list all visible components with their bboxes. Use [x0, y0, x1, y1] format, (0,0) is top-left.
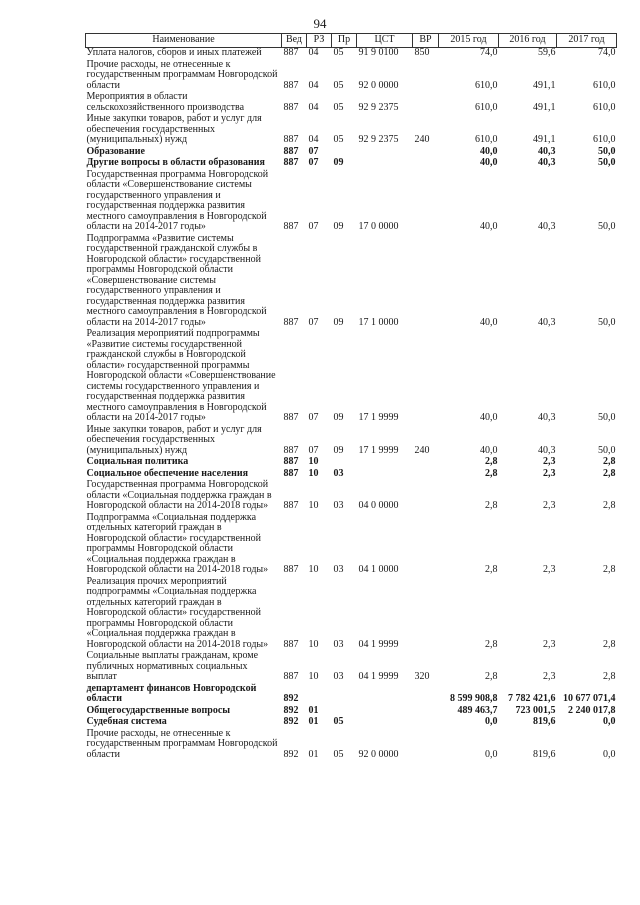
row-cst [357, 158, 413, 170]
row-value-2015: 40,0 [480, 412, 498, 423]
row-rz: 01 [308, 748, 319, 760]
row-value-2016: 2,3 [543, 638, 556, 650]
row-pr: 05 [333, 716, 344, 727]
row-cst: 17 1 9999 [358, 412, 399, 423]
row-value-2015: 0,0 [485, 748, 498, 760]
row-value-2017: 50,0 [598, 444, 616, 456]
row-pr: 03 [333, 671, 344, 682]
row-ved: 887 [283, 671, 299, 682]
row-ved: 887 [283, 145, 299, 157]
row-cst: 04 0 0000 [358, 500, 399, 511]
row-value-2015: 74,0 [480, 47, 498, 58]
row-ved: 892 [283, 716, 299, 727]
row-value-2016: 491,1 [533, 101, 556, 113]
row-vr [413, 457, 439, 469]
table-row [86, 457, 617, 469]
row-vr [413, 513, 439, 577]
header-year-2015: 2015 год [439, 34, 499, 48]
table-row [86, 480, 617, 513]
row-cst: 92 9 2375 [358, 134, 399, 145]
row-value-2016: 2,3 [543, 456, 556, 467]
row-rz: 01 [308, 704, 319, 716]
row-pr: 09 [333, 412, 344, 423]
row-name: Иные закупки товаров, работ и услуг для обеспечения государственных (муниципальных) нужд [86, 423, 262, 456]
row-name: Общегосударственные вопросы [86, 704, 231, 716]
row-pr: 05 [333, 134, 344, 145]
row-pr: 09 [333, 221, 344, 232]
row-cst [357, 684, 413, 706]
row-vr [413, 706, 439, 718]
table-row [86, 158, 617, 170]
row-value-2016: 59,6 [538, 47, 556, 58]
row-cst [357, 469, 413, 481]
row-vr [413, 329, 439, 425]
row-value-2016: 40,3 [538, 316, 556, 328]
row-value-2017: 50,0 [598, 221, 616, 232]
table-row [86, 170, 617, 234]
table-body [86, 48, 617, 762]
row-value-2015: 40,0 [480, 316, 498, 328]
row-name: Судебная система [86, 716, 167, 727]
row-ved: 887 [283, 157, 299, 168]
row-value-2017: 50,0 [598, 412, 616, 423]
row-cst: 92 0 0000 [358, 79, 399, 91]
row-name: Прочие расходы, не отнесенные к государственным программам Новгородской области [86, 58, 278, 91]
table-row [86, 329, 617, 425]
row-value-2017: 10 677 071,4 [563, 693, 616, 704]
row-name: Образование [86, 145, 145, 157]
row-rz: 10 [308, 671, 319, 682]
row-value-2015: 610,0 [475, 101, 498, 113]
row-ved: 887 [283, 467, 299, 479]
row-pr: 05 [333, 79, 344, 91]
row-ved: 892 [283, 704, 299, 716]
row-cst: 91 9 0100 [358, 47, 399, 58]
row-name: Уплата налогов, сборов и иных платежей [86, 47, 262, 58]
row-cst: 04 1 9999 [358, 638, 399, 650]
row-value-2015: 40,0 [480, 221, 498, 232]
row-name: Реализация прочих мероприятий подпрограммы «Социальная поддержка отдельных категорий граждан в Новгородской области» государственной программы Новгородской области «Социальная поддержка граждан в Новгородской области на 2014-2018 годы» [86, 575, 269, 650]
row-vr [413, 170, 439, 234]
row-pr: 09 [333, 157, 344, 168]
row-value-2017: 0,0 [603, 748, 616, 760]
row-value-2017: 2,8 [603, 564, 616, 575]
row-pr: 03 [333, 638, 344, 650]
row-ved: 887 [283, 412, 299, 423]
row-value-2015: 2,8 [485, 564, 498, 575]
row-cst [357, 457, 413, 469]
row-cst: 92 9 2375 [358, 101, 399, 113]
row-value-2016: 40,3 [538, 221, 556, 232]
row-name: Социальные выплаты гражданам, кроме публичных нормативных социальных выплат [86, 650, 259, 682]
row-value-2015: 2,8 [485, 638, 498, 650]
row-rz: 10 [308, 456, 319, 467]
table-row [86, 60, 617, 93]
row-value-2016: 2,3 [543, 564, 556, 575]
row-cst [357, 717, 413, 729]
row-vr [413, 577, 439, 652]
row-cst: 17 1 0000 [358, 316, 399, 328]
row-vr: 320 [414, 671, 430, 682]
row-value-2015: 610,0 [475, 79, 498, 91]
row-value-2017: 610,0 [593, 101, 616, 113]
row-pr [332, 457, 357, 469]
row-rz: 04 [308, 101, 319, 113]
header-name: Наименование [86, 34, 282, 48]
row-value-2017: 50,0 [598, 145, 616, 157]
row-rz: 07 [308, 157, 319, 168]
row-pr: 05 [333, 748, 344, 760]
row-value-2015: 2,8 [485, 456, 498, 467]
row-rz: 07 [308, 444, 319, 456]
row-ved: 887 [283, 101, 299, 113]
row-vr [413, 158, 439, 170]
row-pr: 09 [333, 316, 344, 328]
row-vr [413, 480, 439, 513]
row-rz: 01 [308, 716, 319, 727]
row-name: Мероприятия в области сельскохозяйственного производства [86, 91, 245, 113]
row-name: департамент финансов Новгородской области [86, 682, 257, 704]
row-value-2015: 40,0 [480, 145, 498, 157]
row-pr: 03 [333, 500, 344, 511]
row-value-2016: 2,3 [543, 500, 556, 511]
row-vr [413, 147, 439, 159]
row-vr [413, 60, 439, 93]
row-value-2015: 40,0 [480, 444, 498, 456]
row-name: Иные закупки товаров, работ и услуг для обеспечения государственных (муниципальных) нужд [86, 113, 262, 145]
row-value-2016: 2,3 [543, 671, 556, 682]
row-vr [413, 684, 439, 706]
row-rz: 07 [308, 316, 319, 328]
row-cst [357, 706, 413, 718]
row-value-2016: 40,3 [538, 444, 556, 456]
row-cst: 04 1 9999 [358, 671, 399, 682]
row-value-2017: 610,0 [593, 79, 616, 91]
row-cst: 17 0 0000 [358, 221, 399, 232]
table-row [86, 729, 617, 762]
row-value-2016: 40,3 [538, 412, 556, 423]
row-rz: 10 [308, 500, 319, 511]
row-ved: 887 [283, 456, 299, 467]
row-value-2015: 8 599 908,8 [450, 693, 498, 704]
row-vr [413, 234, 439, 330]
row-cst: 17 1 9999 [358, 444, 399, 456]
header-vr: ВР [413, 34, 439, 48]
row-value-2017: 610,0 [593, 134, 616, 145]
row-name: Государственная программа Новгородской области «Социальная поддержка граждан в Новгородской области на 2014-2018 годы» [86, 479, 272, 511]
row-value-2017: 74,0 [598, 47, 616, 58]
row-rz: 07 [308, 145, 319, 157]
row-rz: 04 [308, 134, 319, 145]
row-value-2017: 0,0 [603, 716, 616, 727]
table-row [86, 651, 617, 684]
row-ved: 887 [283, 47, 299, 58]
row-name: Подпрограмма «Развитие системы государственной гражданской службы в Новгородской области» государственной программы Новгородской области «Совершенствование системы государственного управления и государственная поддержка развития местного самоуправления в Новгородской области на 2014-2017 годы» [86, 232, 267, 328]
row-value-2016: 819,6 [533, 748, 556, 760]
row-rz: 07 [308, 412, 319, 423]
row-vr: 240 [414, 134, 430, 145]
row-value-2017: 2,8 [603, 456, 616, 467]
row-value-2017: 50,0 [598, 316, 616, 328]
row-ved: 887 [283, 221, 299, 232]
row-value-2016: 819,6 [533, 716, 556, 727]
row-ved: 887 [283, 564, 299, 575]
row-pr: 03 [333, 564, 344, 575]
row-ved: 887 [283, 316, 299, 328]
row-rz: 04 [308, 79, 319, 91]
header-year-2016: 2016 год [499, 34, 557, 48]
row-name: Социальная политика [86, 456, 189, 467]
row-value-2017: 2,8 [603, 500, 616, 511]
row-rz: 10 [308, 638, 319, 650]
row-ved: 887 [283, 638, 299, 650]
row-value-2016: 491,1 [533, 134, 556, 145]
row-pr: 09 [333, 444, 344, 456]
row-value-2015: 489 463,7 [457, 704, 498, 716]
row-cst: 92 0 0000 [358, 748, 399, 760]
row-pr: 05 [333, 101, 344, 113]
row-vr [413, 717, 439, 729]
table-row [86, 684, 617, 706]
row-value-2015: 610,0 [475, 134, 498, 145]
table-header-row [86, 34, 617, 48]
row-cst: 04 1 0000 [358, 564, 399, 575]
header-pr: Пр [332, 34, 357, 48]
row-value-2017: 2,8 [603, 467, 616, 479]
row-name: Социальное обеспечение населения [86, 467, 249, 479]
row-rz [307, 684, 332, 706]
row-value-2016: 723 001,5 [515, 704, 556, 716]
row-ved: 892 [283, 693, 299, 704]
row-rz: 07 [308, 221, 319, 232]
row-cst [357, 147, 413, 159]
row-value-2016: 491,1 [533, 79, 556, 91]
row-name: Другие вопросы в области образования [86, 157, 265, 168]
table-row [86, 114, 617, 147]
row-vr [413, 92, 439, 114]
table-row [86, 234, 617, 330]
row-value-2016: 2,3 [543, 467, 556, 479]
table-row [86, 92, 617, 114]
header-rz: РЗ [307, 34, 332, 48]
page-number: 94 [313, 16, 327, 31]
table-row [86, 577, 617, 652]
row-vr [413, 729, 439, 762]
row-pr: 03 [333, 467, 344, 479]
row-rz: 04 [308, 47, 319, 58]
row-name: Прочие расходы, не отнесенные к государственным программам Новгородской области [86, 727, 278, 760]
row-value-2016: 7 782 421,6 [508, 693, 556, 704]
table-row [86, 48, 617, 60]
row-name: Реализация мероприятий подпрограммы «Развитие системы государственной гражданской службы в Новгородской области» государственной программы Новгородской области «Совершенствование системы государственного управления и государственная поддержка развития местного самоуправления в Новгородской области на 2014-2017 годы» [86, 328, 276, 423]
row-ved: 887 [283, 134, 299, 145]
row-value-2015: 2,8 [485, 671, 498, 682]
row-rz: 10 [308, 564, 319, 575]
row-value-2015: 0,0 [485, 716, 498, 727]
row-value-2015: 40,0 [480, 157, 498, 168]
row-value-2017: 50,0 [598, 157, 616, 168]
row-name: Государственная программа Новгородской области «Совершенствование системы государственного управления и государственная поддержка развития местного самоуправления в Новгородской области на 2014-2017 годы» [86, 168, 269, 232]
row-value-2015: 2,8 [485, 467, 498, 479]
row-name: Подпрограмма «Социальная поддержка отдельных категорий граждан в Новгородской области» государственной программы Новгородской области «Социальная поддержка граждан в Новгородской области на 2014-2018 годы» [86, 511, 269, 575]
header-ved: Вед [282, 34, 307, 48]
row-pr [332, 684, 357, 706]
row-value-2017: 2,8 [603, 671, 616, 682]
table-row [86, 717, 617, 729]
row-ved: 892 [283, 748, 299, 760]
row-ved: 887 [283, 79, 299, 91]
row-value-2016: 40,3 [538, 145, 556, 157]
row-ved: 887 [283, 444, 299, 456]
row-value-2016: 40,3 [538, 157, 556, 168]
table-row [86, 425, 617, 458]
row-value-2017: 2,8 [603, 638, 616, 650]
row-vr: 850 [414, 47, 430, 58]
row-value-2015: 2,8 [485, 500, 498, 511]
table-row [86, 513, 617, 577]
budget-table [85, 33, 617, 761]
header-year-2017: 2017 год [557, 34, 617, 48]
row-rz: 10 [308, 467, 319, 479]
row-value-2017: 2 240 017,8 [568, 704, 616, 716]
row-pr: 05 [333, 47, 344, 58]
header-cst: ЦСТ [357, 34, 413, 48]
row-ved: 887 [283, 500, 299, 511]
row-vr [413, 469, 439, 481]
row-vr: 240 [414, 444, 430, 456]
